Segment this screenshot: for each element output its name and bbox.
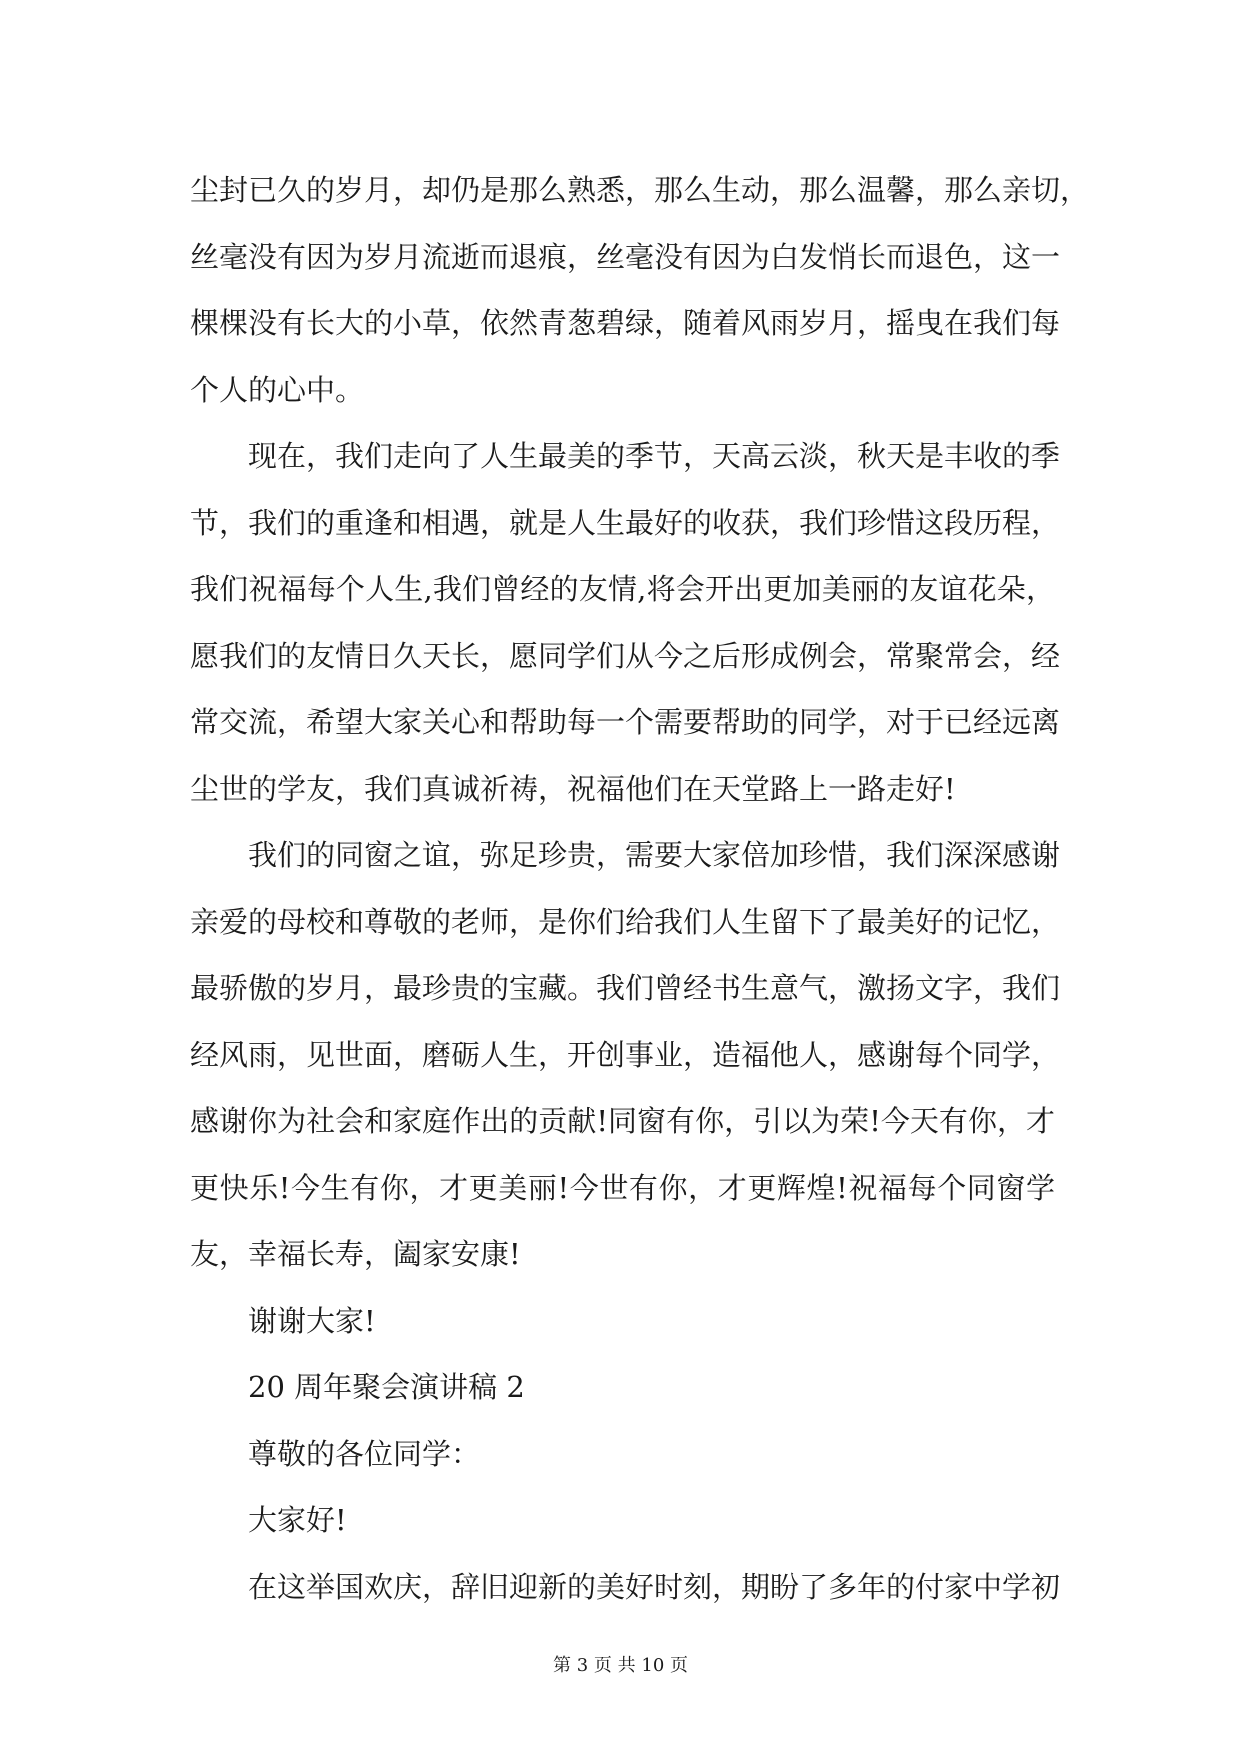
text-line: 在这举国欢庆，辞旧迎新的美好时刻，期盼了多年的付家中学初 (248, 1569, 1061, 1604)
text-line: 节，我们的重逢和相遇，就是人生最好的收获，我们珍惜这段历程， (190, 505, 1061, 540)
text-line: 感谢你为社会和家庭作出的贡献!同窗有你，引以为荣!今天有你，才 (190, 1104, 1055, 1138)
text-line: 丝毫没有因为岁月流逝而退痕，丝毫没有因为白发悄长而退色，这一 (190, 239, 1061, 274)
text-line: 愿我们的友情日久天长，愿同学们从今之后形成例会，常聚常会，经 (190, 638, 1061, 673)
text-line: 谢谢大家! (248, 1303, 376, 1338)
text-line: 大家好! (248, 1503, 347, 1537)
text-line: 尘世的学友，我们真诚祈祷，祝福他们在天堂路上一路走好! (190, 771, 956, 806)
text-line: 亲爱的母校和尊敬的老师，是你们给我们人生留下了最美好的记忆， (190, 904, 1061, 939)
text-line: 20 周年聚会演讲稿 2 (248, 1370, 525, 1404)
text-line: 经风雨，见世面，磨砺人生，开创事业，造福他人，感谢每个同学， (190, 1037, 1061, 1072)
footer-prefix: 第 (552, 1655, 571, 1676)
text-line: 友，幸福长寿，阖家安康! (190, 1237, 521, 1271)
text-line: 个人的心中。 (190, 372, 365, 407)
text-line: 尊敬的各位同学： (248, 1436, 481, 1471)
page-footer (0, 1654, 1241, 1678)
text-line: 最骄傲的岁月，最珍贵的宝藏。我们曾经书生意气，激扬文字，我们 (190, 971, 1061, 1005)
text-line: 尘封已久的岁月，却仍是那么熟悉，那么生动，那么温馨，那么亲切， (190, 173, 1090, 207)
footer-total-pages: 10 (641, 1655, 665, 1676)
text-line: 棵棵没有长大的小草，依然青葱碧绿，随着风雨岁月，摇曳在我们每 (190, 306, 1061, 340)
footer-middle: 页 共 (593, 1655, 636, 1676)
footer-current-page: 3 (576, 1655, 589, 1676)
text-line: 常交流，希望大家关心和帮助每一个需要帮助的同学，对于已经远离 (190, 705, 1061, 739)
text-line: 我们祝福每个人生,我们曾经的友情,将会开出更加美丽的友谊花朵， (190, 572, 1055, 606)
footer-suffix: 页 (670, 1655, 689, 1676)
body-text (190, 157, 1090, 1620)
text-line: 现在，我们走向了人生最美的季节，天高云淡，秋天是丰收的季 (248, 439, 1061, 473)
text-line: 更快乐!今生有你，才更美丽!今世有你，才更辉煌!祝福每个同窗学 (190, 1170, 1055, 1205)
text-line: 我们的同窗之谊，弥足珍贵，需要大家倍加珍惜，我们深深感谢 (248, 838, 1061, 872)
